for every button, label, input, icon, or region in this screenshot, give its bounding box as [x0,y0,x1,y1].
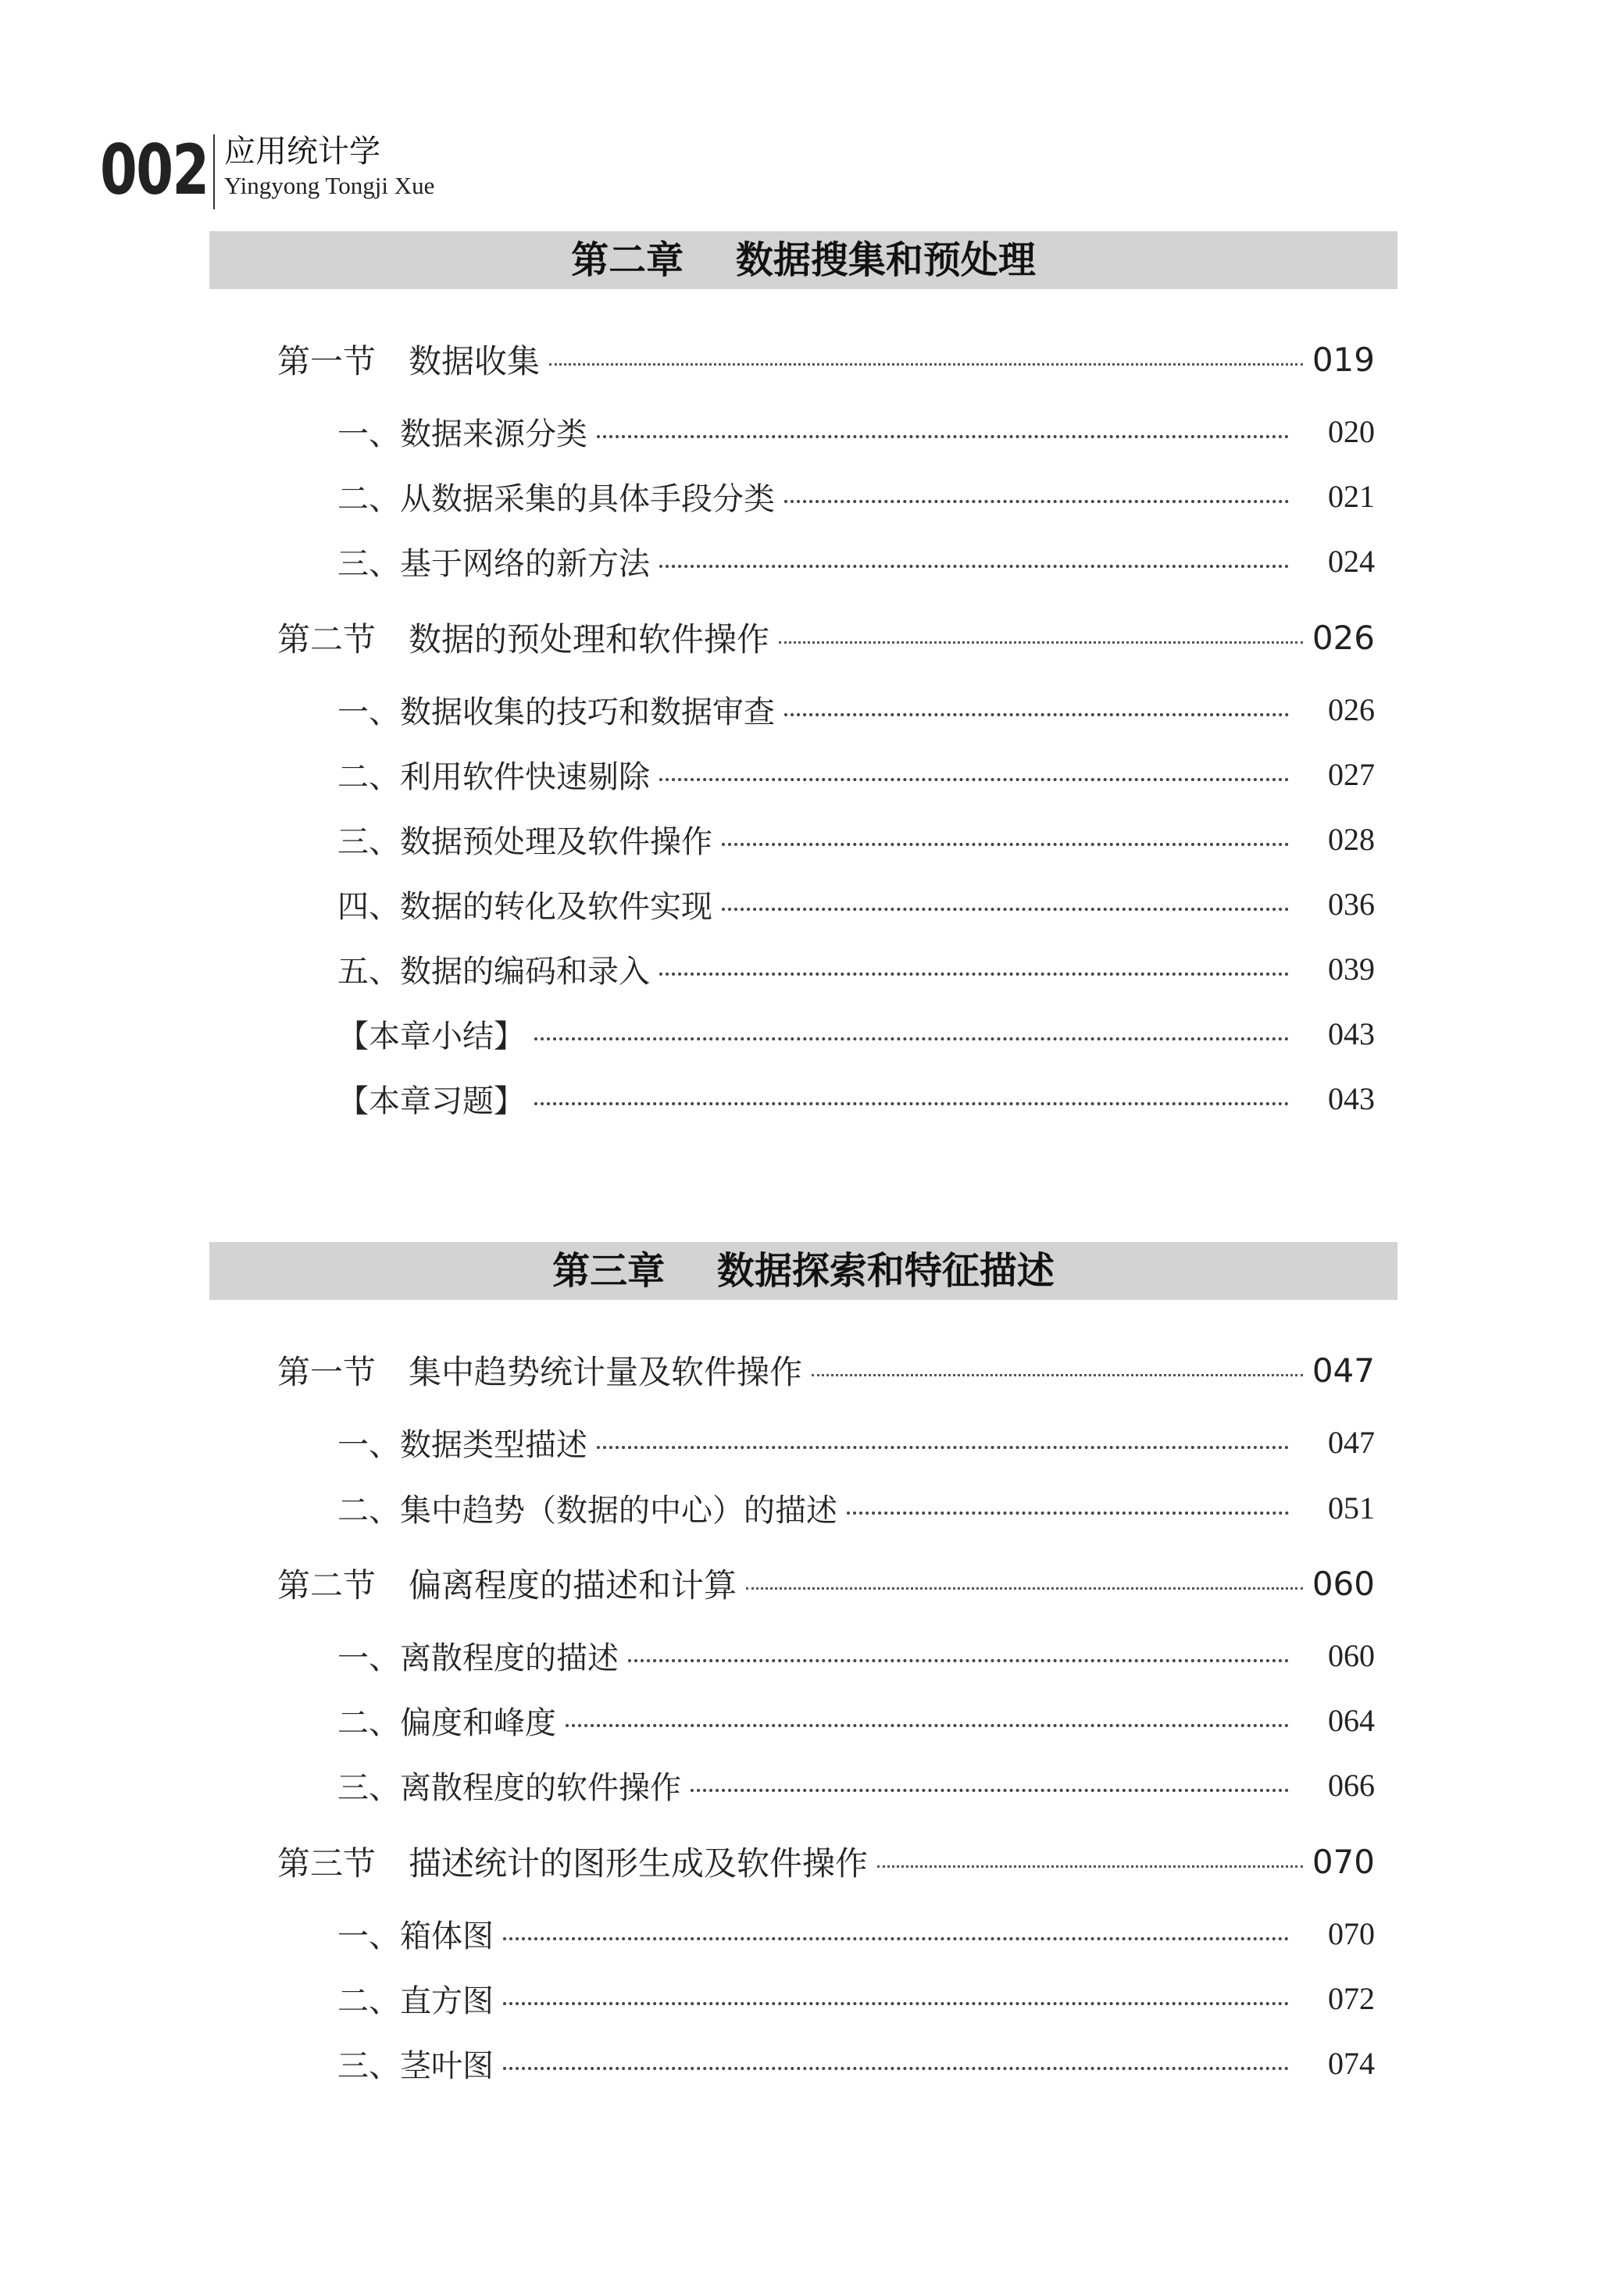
dot-leader [779,641,1303,644]
toc-item[interactable] [337,409,1375,454]
toc-section[interactable] [277,614,1375,661]
book-title: 应用统计学 [224,134,380,170]
page-ref: 039 [1328,951,1375,987]
page-ref: 074 [1328,2046,1375,2081]
toc-item[interactable] [337,1633,1375,1678]
chapter-heading: 第三章 数据探索和特征描述 [209,1242,1397,1300]
dot-leader [659,778,1289,781]
item-title: 三、基于网络的新方法 [337,546,650,582]
toc-item[interactable] [337,947,1375,991]
item-title: 四、数据的转化及软件实现 [337,889,712,925]
dot-leader [746,1587,1303,1590]
page-ref: 028 [1328,822,1375,857]
dot-leader [503,1937,1289,1940]
toc-item[interactable] [337,1420,1375,1465]
toc-item[interactable] [337,1976,1375,2021]
page-ref: 066 [1328,1768,1375,1803]
page-ref: 043 [1328,1081,1375,1116]
item-title: 五、数据的编码和录入 [337,954,650,990]
dot-leader [722,908,1289,911]
book-pinyin: Yingyong Tongji Xue [224,172,435,199]
toc-item[interactable] [337,817,1375,862]
chapter-heading: 第二章 数据搜集和预处理 [209,231,1397,289]
dot-leader [628,1659,1289,1662]
toc-item[interactable] [337,539,1375,584]
page-ref: 047 [1328,1425,1375,1460]
item-title: 一、数据收集的技巧和数据审查 [337,694,775,730]
dot-leader [659,565,1289,568]
toc-item[interactable] [337,1911,1375,1956]
dot-leader [722,843,1289,846]
item-title: 一、箱体图 [337,1918,494,1954]
toc-item[interactable] [337,752,1375,797]
page-ref: 026 [1312,618,1375,657]
dot-leader [566,1724,1289,1727]
dot-leader [691,1789,1289,1792]
toc-item[interactable] [337,1763,1375,1808]
dot-leader [597,1446,1289,1449]
page-ref: 060 [1312,1564,1375,1603]
header-divider [213,134,215,209]
item-title: 二、直方图 [337,1983,494,2019]
section-title: 偏离程度的描述和计算 [409,1566,737,1604]
item-title: 二、偏度和峰度 [337,1705,556,1741]
section-number: 第一节 [277,1353,377,1391]
toc-section[interactable] [277,1347,1375,1394]
item-title: 【本章小结】 [337,1019,525,1055]
item-title: 三、数据预处理及软件操作 [337,824,712,860]
item-title: 一、数据来源分类 [337,416,587,452]
section-title: 集中趋势统计量及软件操作 [409,1353,803,1391]
page-ref: 019 [1312,340,1375,379]
toc-item[interactable] [337,1486,1375,1530]
item-title: 二、从数据采集的具体手段分类 [337,481,775,517]
toc-item[interactable] [337,2041,1375,2086]
dot-leader [503,2002,1289,2005]
page-ref: 070 [1312,1842,1375,1881]
section-number: 第二节 [277,1566,377,1604]
page-ref: 060 [1328,1638,1375,1673]
header-text [224,133,434,202]
item-title: 一、数据类型描述 [337,1427,587,1463]
dot-leader [784,713,1289,716]
section-number: 第三节 [277,1844,377,1883]
page-ref: 036 [1328,887,1375,922]
page-ref: 043 [1328,1016,1375,1051]
toc-item[interactable] [337,882,1375,926]
section-title: 数据收集 [409,342,541,380]
dot-leader [534,1102,1289,1105]
page-number: 002 [100,130,209,210]
page-ref: 072 [1328,1981,1375,2016]
toc-item[interactable] [337,1012,1375,1056]
page-ref: 027 [1328,757,1375,792]
dot-leader [847,1512,1289,1515]
dot-leader [659,973,1289,976]
dot-leader [534,1037,1289,1040]
toc-item[interactable] [337,474,1375,519]
item-title: 二、利用软件快速剔除 [337,759,650,795]
section-number: 第二节 [277,620,377,659]
dot-leader [549,363,1303,366]
section-title: 描述统计的图形生成及软件操作 [409,1844,869,1883]
section-number: 第一节 [277,342,377,380]
toc-section[interactable] [277,1838,1375,1885]
item-title: 三、离散程度的软件操作 [337,1770,681,1806]
page-ref: 026 [1328,692,1375,727]
page-ref: 020 [1328,414,1375,449]
toc-section[interactable] [277,1560,1375,1607]
dot-leader [784,500,1289,503]
dot-leader [503,2067,1289,2070]
toc-item[interactable] [337,1076,1375,1121]
page-ref: 047 [1312,1351,1375,1390]
page-ref: 024 [1328,544,1375,579]
page-ref: 064 [1328,1703,1375,1738]
running-header [100,131,434,209]
item-title: 【本章习题】 [337,1083,525,1119]
item-title: 一、离散程度的描述 [337,1640,619,1676]
dot-leader [877,1865,1303,1868]
toc-item[interactable] [337,687,1375,732]
item-title: 三、茎叶图 [337,2048,494,2084]
item-title: 二、集中趋势（数据的中心）的描述 [337,1493,837,1529]
dot-leader [812,1374,1303,1376]
toc-section[interactable] [277,336,1375,383]
dot-leader [597,435,1289,438]
toc-item[interactable] [337,1698,1375,1743]
page-ref: 070 [1328,1916,1375,1951]
section-title: 数据的预处理和软件操作 [409,620,770,659]
page-ref: 051 [1328,1490,1375,1526]
page-ref: 021 [1328,479,1375,514]
